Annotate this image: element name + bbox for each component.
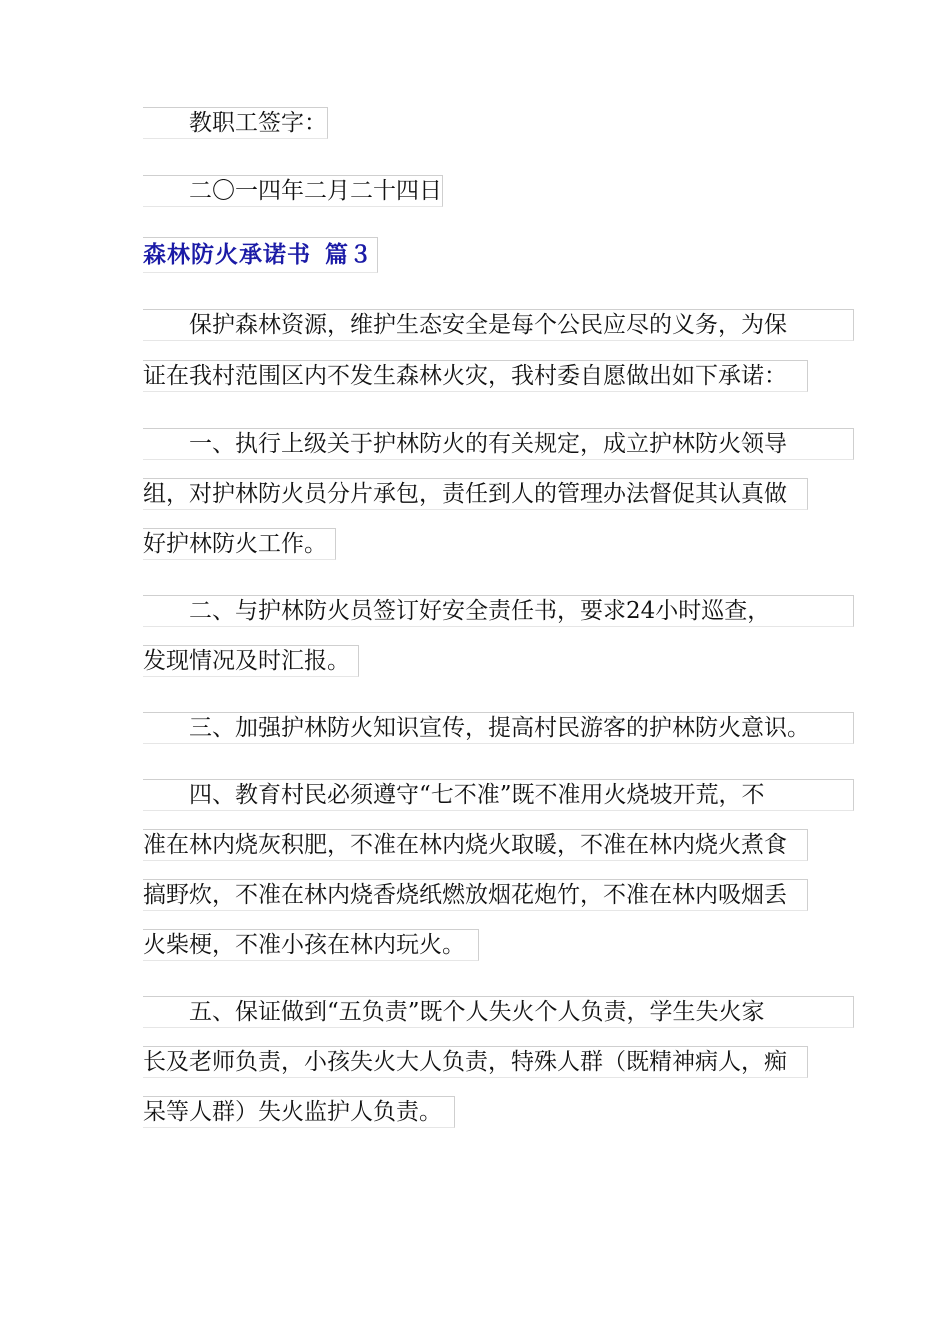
section-title: 森林防火承诺书 bbox=[143, 241, 311, 268]
paragraph-item3-line-1: 三、加强护林防火知识宣传，提高村民游客的护林防火意识。 bbox=[143, 712, 854, 744]
signature-line: 教职工签字： bbox=[143, 107, 328, 139]
paragraph-item1-line-2: 组，对护林防火员分片承包，责任到人的管理办法督促其认真做 bbox=[143, 478, 808, 510]
paragraph-item4-line-3: 搞野炊，不准在林内烧香烧纸燃放烟花炮竹，不准在林内吸烟丢 bbox=[143, 879, 808, 911]
paragraph-intro-line-2: 证在我村范围区内不发生森林火灾，我村委自愿做出如下承诺： bbox=[143, 360, 808, 392]
paragraph-item2-line-2: 发现情况及时汇报。 bbox=[143, 645, 359, 677]
paragraph-item4-line-4: 火柴梗，不准小孩在林内玩火。 bbox=[143, 929, 479, 961]
section-heading bbox=[143, 237, 378, 273]
paragraph-item1-line-3: 好护林防火工作。 bbox=[143, 528, 336, 560]
paragraph-intro-line-1: 保护森林资源，维护生态安全是每个公民应尽的义务，为保 bbox=[143, 309, 854, 341]
paragraph-item4-line-1: 四、教育村民必须遵守“七不准”既不准用火烧坡开荒，不 bbox=[143, 779, 854, 811]
section-number: 篇３ bbox=[325, 241, 373, 268]
date-line: 二〇一四年二月二十四日 bbox=[143, 175, 443, 207]
paragraph-item5-line-2: 长及老师负责，小孩失火大人负责，特殊人群（既精神病人，痴 bbox=[143, 1046, 808, 1078]
paragraph-item5-line-1: 五、保证做到“五负责”既个人失火个人负责，学生失火家 bbox=[143, 996, 854, 1028]
paragraph-item2-line-1: 二、与护林防火员签订好安全责任书，要求24小时巡查， bbox=[143, 595, 854, 627]
paragraph-item4-line-2: 准在林内烧灰积肥，不准在林内烧火取暖，不准在林内烧火煮食 bbox=[143, 829, 808, 861]
paragraph-item5-line-3: 呆等人群）失火监护人负责。 bbox=[143, 1096, 455, 1128]
paragraph-item1-line-1: 一、执行上级关于护林防火的有关规定，成立护林防火领导 bbox=[143, 428, 854, 460]
